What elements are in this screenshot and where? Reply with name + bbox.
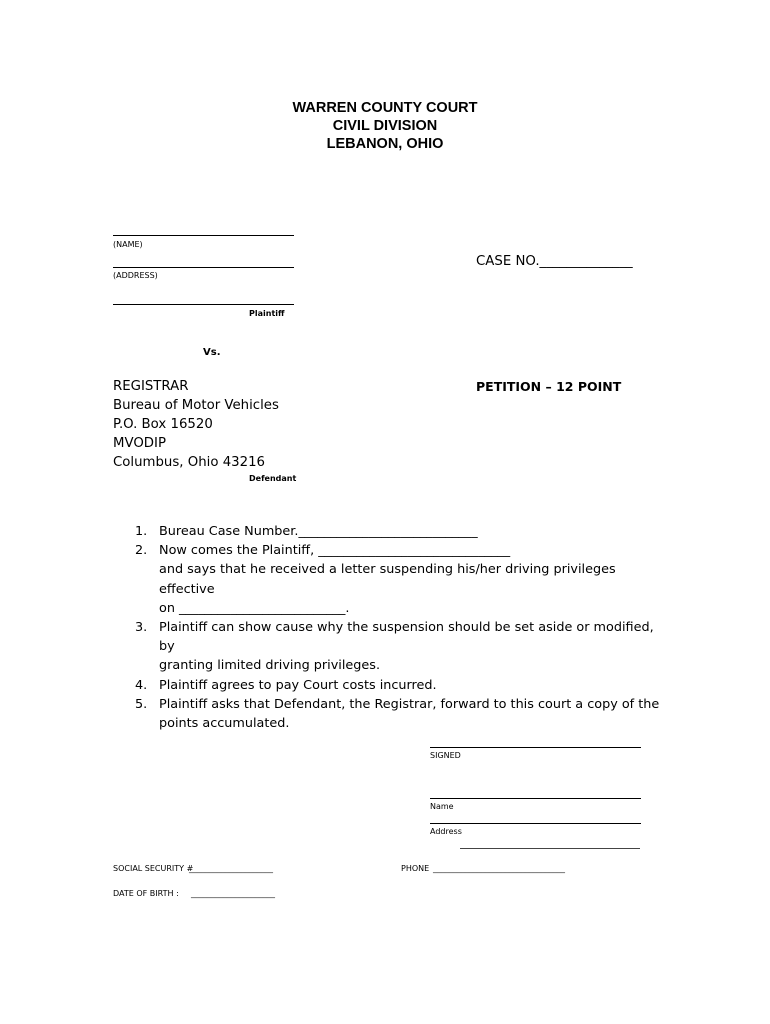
ssn-field[interactable]: _____________________ [189,864,273,873]
versus-label: Vs. [203,347,221,358]
item-number: 4. [135,677,148,693]
address-signature-line-2[interactable] [460,848,640,849]
court-name: WARREN COUNTY COURT [292,100,478,116]
item-text: points accumulated. [159,716,290,732]
phone-label: PHONE [401,864,430,873]
address-label: (ADDRESS) [113,271,158,280]
address-line-2[interactable] [113,304,294,305]
item-text[interactable]: Now comes the Plaintiff, ______________________________ [159,543,511,559]
list-item [135,541,665,618]
address-signature-line[interactable] [430,823,641,824]
court-header [0,99,770,153]
item-text: granting limited driving privileges. [159,658,381,674]
item-text: Plaintiff can show cause why the suspension should be set aside or modified, by [159,620,654,655]
signature-line[interactable] [430,747,641,748]
item-number: 1. [135,524,148,539]
list-item [135,676,665,695]
dob-label: DATE OF BIRTH : [113,889,179,898]
signature-address-label: Address [430,827,462,836]
defendant-label: Defendant [249,474,297,483]
court-location: LEBANON, OHIO [326,136,444,152]
court-division: CIVIL DIVISION [332,118,438,134]
signature-name-label: Name [430,802,454,811]
defendant-line: REGISTRAR [113,379,189,394]
list-item [135,522,665,541]
item-number: 3. [135,620,148,636]
ssn-label: SOCIAL SECURITY # [113,864,194,873]
petition-title: PETITION – 12 POINT [476,379,622,394]
defendant-line: P.O. Box 16520 [113,417,213,432]
defendant-line: MVODIP [113,436,166,451]
list-item [135,695,665,733]
case-number-field[interactable]: CASE NO.______________ [476,254,633,269]
item-text: Plaintiff agrees to pay Court costs incurred. [159,677,437,693]
list-item [135,618,665,676]
item-text: Plaintiff asks that Defendant, the Registrar, forward to this court a copy of the [159,696,660,712]
defendant-line: Columbus, Ohio 43216 [113,455,265,470]
item-text[interactable]: Bureau Case Number.____________________________ [159,524,478,539]
defendant-line: Bureau of Motor Vehicles [113,398,279,413]
dob-field[interactable]: _____________________ [191,889,275,898]
item-number: 5. [135,696,148,712]
name-label: (NAME) [113,240,143,249]
plaintiff-label: Plaintiff [249,309,285,318]
name-line[interactable] [113,235,294,236]
address-line[interactable] [113,267,294,268]
item-text[interactable]: on __________________________. [159,600,350,616]
name-signature-line[interactable] [430,798,641,799]
phone-field[interactable]: _________________________________ [433,864,565,873]
signed-label: SIGNED [430,751,461,760]
defendant-address [113,377,279,472]
item-text: and says that he received a letter suspending his/her driving privileges effective [159,562,616,597]
item-number: 2. [135,543,148,559]
petition-items [135,522,665,733]
